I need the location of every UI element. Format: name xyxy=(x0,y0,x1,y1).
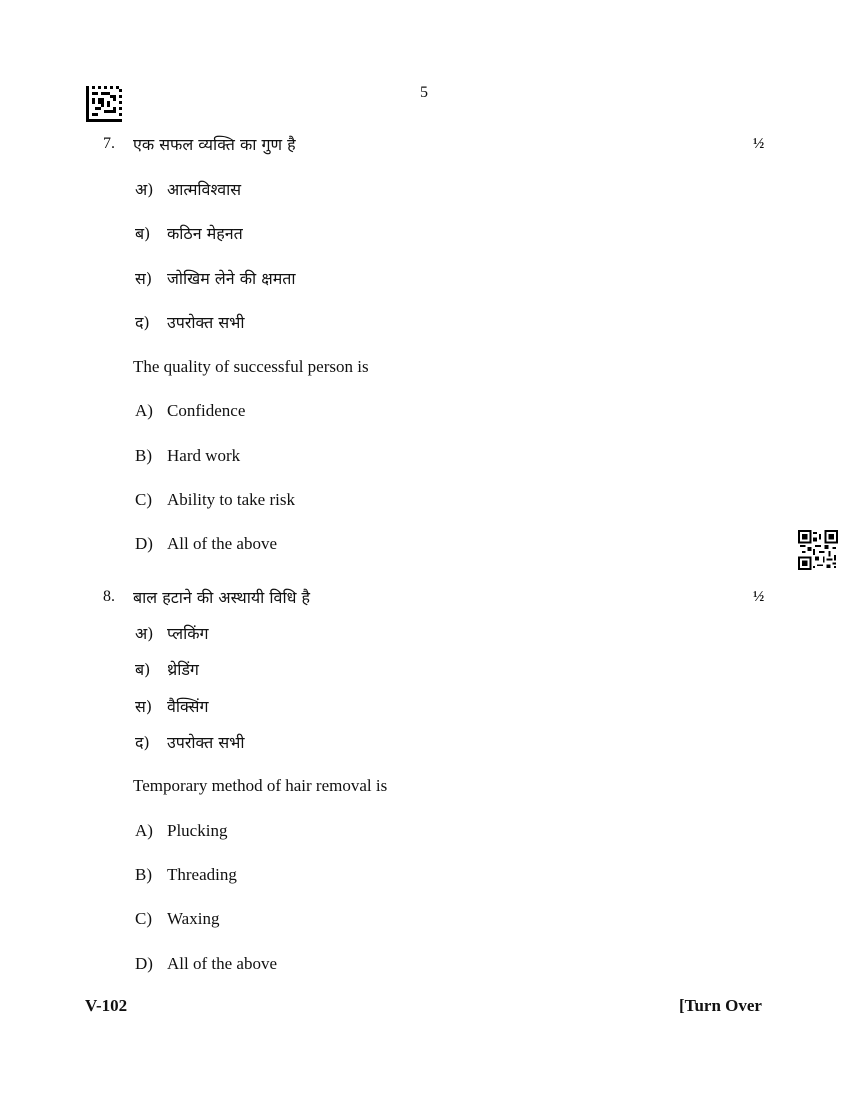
turn-over-label: [Turn Over xyxy=(679,996,762,1015)
option-text: Threading xyxy=(167,865,237,884)
paper-code: V-102 xyxy=(85,996,128,1015)
option-text: जोखिम लेने की क्षमता xyxy=(167,269,296,288)
option-text: आत्मविश्वास xyxy=(167,180,242,199)
option-text: Hard work xyxy=(167,446,241,465)
option-label: अ) xyxy=(135,180,154,199)
question-8-marks: ½ xyxy=(753,589,765,605)
option-label: स) xyxy=(135,697,153,716)
question-8-number: 8. xyxy=(103,588,115,605)
option-text: कठिन मेहनत xyxy=(167,224,243,243)
option-label: अ) xyxy=(135,624,154,643)
option-label: B) xyxy=(135,865,152,884)
datamatrix-code xyxy=(86,86,122,122)
question-8-english-option-a xyxy=(135,821,227,841)
question-7-hindi-option-c xyxy=(135,267,296,289)
question-8-hindi-option-c xyxy=(135,695,209,717)
question-7-hindi-option-d xyxy=(135,311,245,333)
question-7-english-text: The quality of successful person is xyxy=(133,357,369,376)
question-8-english-option-d xyxy=(135,954,277,974)
question-7-english-option-a xyxy=(135,401,245,421)
question-7-hindi-option-a xyxy=(135,178,241,200)
option-text: उपरोक्त सभी xyxy=(167,733,245,752)
question-8-english-text: Temporary method of hair removal is xyxy=(133,776,388,795)
question-8-english-option-c xyxy=(135,909,219,929)
option-label: ब) xyxy=(135,224,151,243)
option-label: स) xyxy=(135,269,153,288)
question-7-hindi-text: एक सफल व्यक्ति का गुण है xyxy=(133,135,296,154)
option-label: D) xyxy=(135,534,153,553)
option-text: प्लकिंग xyxy=(167,624,209,643)
question-8-hindi-text: बाल हटाने की अस्थायी विधि है xyxy=(133,588,311,607)
question-7-number: 7. xyxy=(103,135,115,152)
question-8-hindi-option-d xyxy=(135,731,245,753)
option-label: B) xyxy=(135,446,152,465)
option-text: Waxing xyxy=(167,909,220,928)
option-label: C) xyxy=(135,490,152,509)
question-7-english-option-b xyxy=(135,446,240,466)
qr-code xyxy=(798,530,838,570)
question-7-hindi-option-b xyxy=(135,222,243,244)
option-label: द) xyxy=(135,733,150,752)
option-text: Plucking xyxy=(167,821,228,840)
option-text: वैक्सिंग xyxy=(167,697,209,716)
option-text: All of the above xyxy=(167,954,277,973)
option-label: ब) xyxy=(135,660,151,679)
option-label: D) xyxy=(135,954,153,973)
option-text: Confidence xyxy=(167,401,246,420)
page-number: 5 xyxy=(420,84,428,101)
question-8-english-option-b xyxy=(135,865,237,885)
option-label: A) xyxy=(135,821,153,840)
option-label: C) xyxy=(135,909,152,928)
question-7-english-option-d xyxy=(135,534,277,554)
option-text: थ्रेडिंग xyxy=(167,660,199,679)
option-label: द) xyxy=(135,313,150,332)
question-7-marks: ½ xyxy=(753,136,765,152)
question-7-english-option-c xyxy=(135,490,295,510)
option-label: A) xyxy=(135,401,153,420)
option-text: All of the above xyxy=(167,534,277,553)
question-8-hindi-option-b xyxy=(135,658,199,680)
question-8-hindi-option-a xyxy=(135,622,209,644)
option-text: उपरोक्त सभी xyxy=(167,313,245,332)
option-text: Ability to take risk xyxy=(167,490,295,509)
